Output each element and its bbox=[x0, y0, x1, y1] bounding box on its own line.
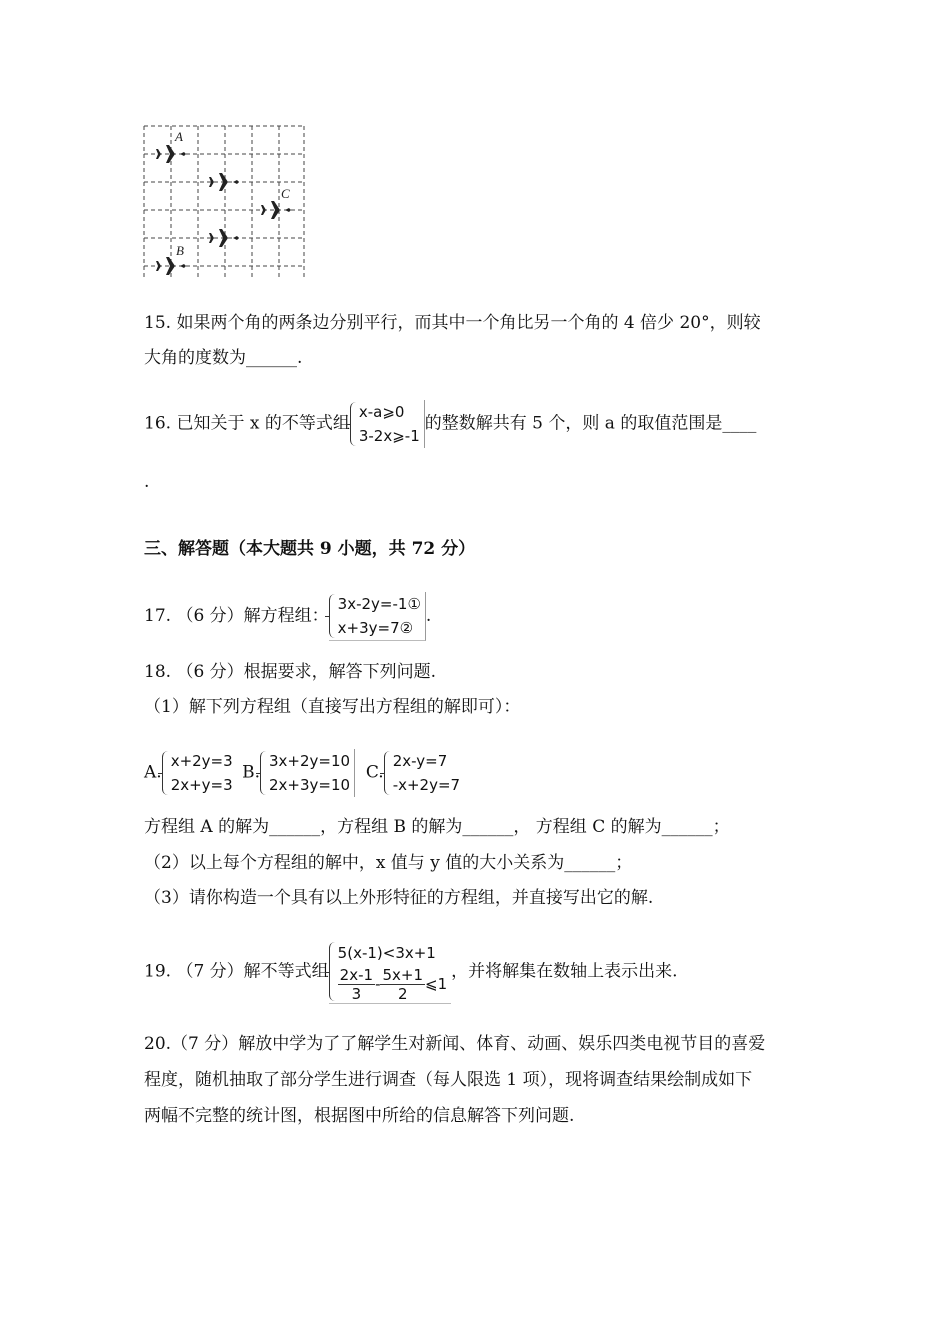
q16-system bbox=[350, 400, 425, 448]
q18-p1: （1）解下列方程组（直接写出方程组的解即可）： bbox=[144, 697, 521, 717]
airplane-mid-icon bbox=[209, 173, 239, 191]
section3-title: 三、解答题（本大题共 9 小题，共 72 分） bbox=[144, 539, 476, 559]
q19 bbox=[144, 940, 678, 1004]
q18-b-label: B. bbox=[242, 762, 260, 783]
q18-b-eq1: 3x+2y=10 bbox=[268, 752, 351, 770]
q20-line2: 程度，随机抽取了部分学生进行调查（每人限选 1 项），现将调查结果绘制成如下 bbox=[144, 1070, 753, 1090]
airplane-c-icon bbox=[261, 201, 291, 219]
q19-frac2-num: 5x+1 bbox=[382, 966, 424, 984]
q16 bbox=[144, 400, 756, 448]
q19-frac2 bbox=[380, 966, 425, 1003]
airplane-grid-figure bbox=[142, 124, 306, 280]
q18-p2: （2）以上每个方程组的解中，x 值与 y 值的大小关系为______； bbox=[144, 853, 633, 873]
q19-post: ，并将解集在数轴上表示出来. bbox=[451, 961, 678, 982]
q18-head: 18. （6 分）根据要求，解答下列问题. bbox=[144, 662, 437, 682]
label-c: C bbox=[281, 186, 290, 201]
q16-eq1: x-a⩾0 bbox=[358, 403, 405, 421]
q18-c-label: C. bbox=[365, 762, 384, 783]
q19-frac1-num: 2x-1 bbox=[339, 966, 374, 984]
airplane-lower-icon bbox=[209, 229, 239, 247]
q18-answers: 方程组 A 的解为______，方程组 B 的解为______， 方程组 C 的解为______； bbox=[144, 817, 730, 837]
q18-b-eq2: 2x+3y=10 bbox=[268, 776, 351, 794]
label-a: A bbox=[175, 129, 183, 144]
q18-systems bbox=[144, 749, 464, 797]
q18-system-c bbox=[384, 749, 464, 797]
q17-eq1: 3x-2y=-1① bbox=[337, 595, 421, 613]
q17 bbox=[144, 592, 431, 641]
q19-pre: 19. （7 分）解不等式组 bbox=[144, 961, 329, 982]
q19-frac2-den: 2 bbox=[397, 985, 408, 1003]
q16-post: 的整数解共有 5 个，则 a 的取值范围是____ bbox=[424, 413, 757, 434]
q18-a-eq2: 2x+y=3 bbox=[170, 776, 233, 794]
q15-line1: 15. 如果两个角的两条边分别平行，而其中一个角比另一个角的 4 倍少 20°，则较 bbox=[144, 313, 761, 333]
q17-pre: 17. （6 分）解方程组： bbox=[144, 606, 329, 626]
q18-p3: （3）请你构造一个具有以上外形特征的方程组，并直接写出它的解. bbox=[144, 888, 654, 908]
q16-end: . bbox=[144, 472, 150, 492]
q16-eq2: 3-2x⩾-1 bbox=[358, 427, 420, 445]
q18-a-eq1: x+2y=3 bbox=[170, 752, 233, 770]
label-b: B bbox=[176, 243, 184, 258]
q15-line2: 大角的度数为______. bbox=[144, 348, 303, 368]
q20-line1: 20.（7 分）解放中学为了了解学生对新闻、体育、动画、娱乐四类电视节目的喜爱 bbox=[144, 1034, 766, 1054]
q19-eq1: 5(x-1)<3x+1 bbox=[337, 944, 436, 962]
q18-c-eq2: -x+2y=7 bbox=[392, 776, 461, 794]
q19-system bbox=[329, 940, 451, 1004]
q17-eq2: x+3y=7② bbox=[337, 619, 414, 637]
q20-line3: 两幅不完整的统计图，根据图中所给的信息解答下列问题. bbox=[144, 1106, 575, 1126]
q19-leq: ⩽1 bbox=[425, 975, 448, 993]
q19-frac1-den: 3 bbox=[351, 985, 362, 1003]
q18-system-a bbox=[162, 749, 237, 797]
q18-a-label: A. bbox=[144, 762, 162, 783]
q17-post: . bbox=[425, 606, 432, 626]
q16-pre: 16. 已知关于 x 的不等式组 bbox=[144, 413, 350, 434]
q18-c-eq1: 2x-y=7 bbox=[392, 752, 448, 770]
q18-system-b bbox=[260, 749, 355, 797]
q19-minus: - bbox=[375, 975, 381, 993]
q19-frac1 bbox=[338, 966, 375, 1003]
q17-system bbox=[329, 592, 426, 641]
